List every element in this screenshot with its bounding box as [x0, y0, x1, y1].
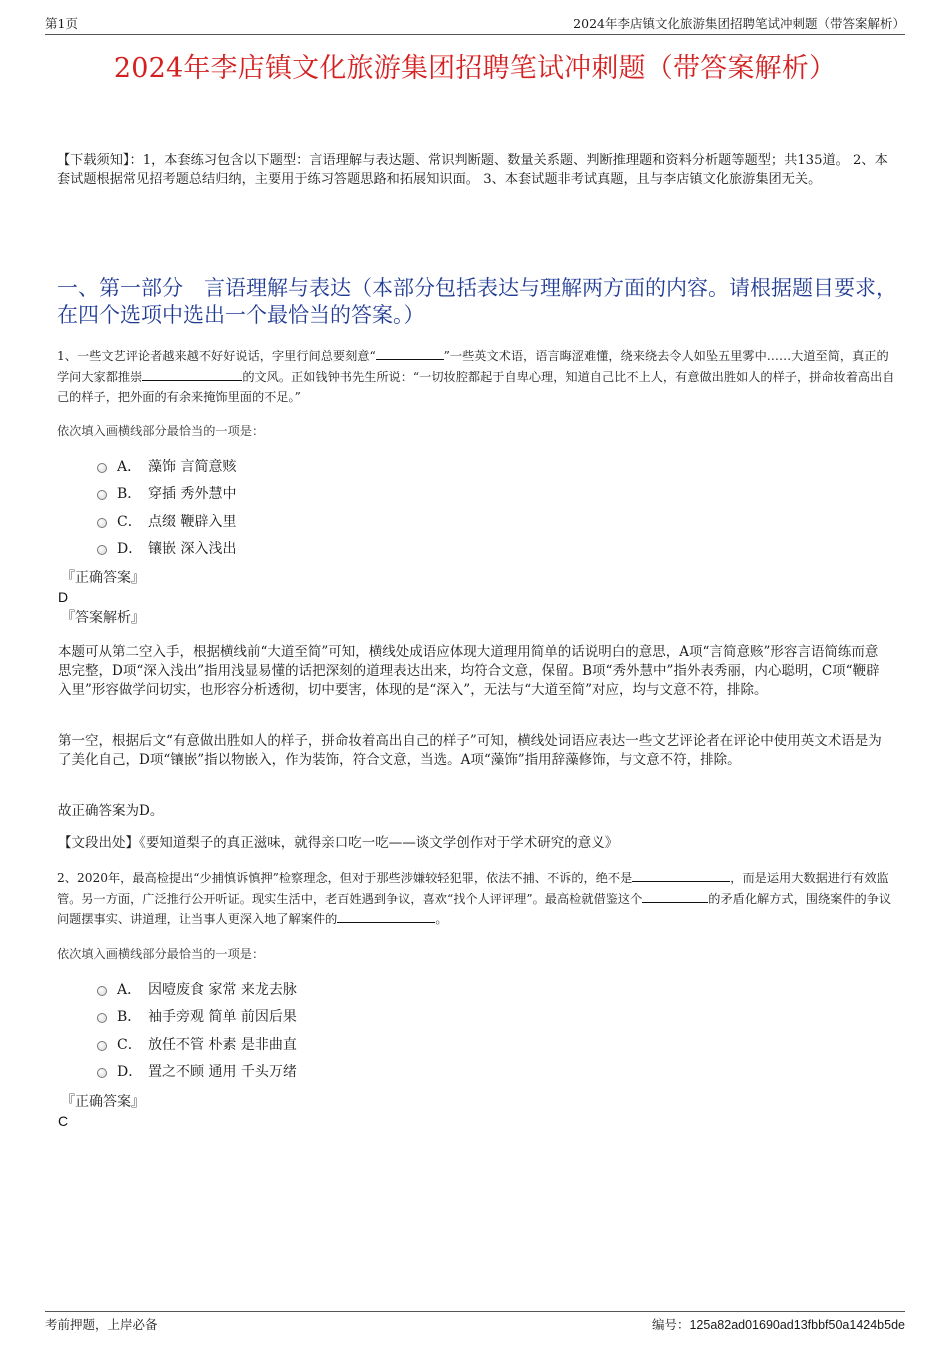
answer-blank	[632, 869, 730, 882]
analysis-paragraph: 第一空，根据后文“有意做出胜如人的样子，拼命妆着高出自己的样子”可知，横线处词语应表达一些文艺评论者在评论中使用英文术语是为了美化自己，D项“镶嵌”指以物嵌入，作为装饰，符合文意，当选。A项“藻饰”指用辞藻修饰，与文意不符，排除。	[58, 733, 882, 768]
section-title: 一、第一部分 言语理解与表达（本部分包括表达与理解两方面的内容。请根据题目要求，在四个选项中选出一个最恰当的答案。）	[57, 276, 897, 327]
document-title: 2024年李店镇文化旅游集团招聘笔试冲刺题（带答案解析）	[113, 53, 837, 84]
correct-answer: C	[58, 1113, 69, 1129]
analysis-conclusion: 故正确答案为D。	[58, 803, 164, 819]
answer-blank	[142, 368, 242, 381]
question-1-options	[97, 452, 697, 562]
analysis-label: 『答案解析』	[61, 610, 145, 626]
download-notice: 【下载须知】：1，本套练习包含以下题型：言语理解与表达题、常识判断题、数量关系题、判断推理题和资料分析题等题型；共135道。 2、本套试题根据常见招考题总结归纳，主要用于练习答题思路和拓展知识面。 3、本套试题非考试真题，且与李店镇文化旅游集团无关。	[57, 153, 888, 187]
option-c[interactable]: C． 放任不管 朴素 是非曲直	[97, 1030, 697, 1058]
radio-button-icon[interactable]	[97, 1041, 107, 1051]
option-d[interactable]: D． 镶嵌 深入浅出	[97, 535, 697, 563]
passage-source: 【文段出处】《要知道梨子的真正滋味，就得亲口吃一吃——谈文学创作对于学术研究的意义》	[58, 835, 619, 851]
question-1-text: 1、一些文艺评论者越来越不好好说话，字里行间总要刻意“ ”一些英文术语，语言晦涩难懂，绕来绕去令人如坠五里雾中……大道至简，真正的学问大家都推崇 的文风。正如钱钟书先生所说：“一切妆腔都起于自卑心理，知道自己比不上人，有意做出胜如人的样子，拼命妆着高出自己的样子，把外面的有余来掩饰里面的不足。”	[57, 349, 895, 404]
option-b[interactable]: B． 袖手旁观 简单 前因后果	[97, 1003, 697, 1031]
option-b[interactable]: B． 穿插 秀外慧中	[97, 480, 697, 508]
page-number: 第1页	[45, 16, 78, 31]
answer-blank	[642, 890, 708, 903]
footer-slogan: 考前押题，上岸必备	[45, 1317, 158, 1332]
answer-blank	[337, 910, 435, 923]
correct-answer-label: 『正确答案』	[61, 1094, 145, 1110]
radio-button-icon[interactable]	[97, 986, 107, 996]
analysis-paragraph: 本题可从第二空入手，根据横线前“大道至简”可知，横线处成语应体现大道理用简单的话说明白的意思，A项“言简意赅”形容言语简练而意思完整，D项“深入浅出”指用浅显易懂的话把深刻的道理表达出来，均符合文意，保留。B项“秀外慧中”指外表秀丽，内心聪明，C项“鞭辟入里”形容做学问切实，也形容分析透彻，切中要害，体现的是“深入”，无法与“大道至简”对应，均与文意不符，排除。	[58, 644, 880, 698]
radio-button-icon[interactable]	[97, 518, 107, 528]
question-2-prompt: 依次填入画横线部分最恰当的一项是：	[57, 947, 265, 961]
radio-button-icon[interactable]	[97, 490, 107, 500]
option-d[interactable]: D． 置之不顾 通用 千头万绪	[97, 1058, 697, 1086]
option-a[interactable]: A． 因噎废食 家常 来龙去脉	[97, 975, 697, 1003]
radio-button-icon[interactable]	[97, 463, 107, 473]
question-1-prompt: 依次填入画横线部分最恰当的一项是：	[57, 424, 265, 438]
correct-answer: D	[58, 589, 69, 605]
correct-answer-label: 『正确答案』	[61, 570, 145, 586]
question-2-options	[97, 975, 697, 1085]
radio-button-icon[interactable]	[97, 1013, 107, 1023]
radio-button-icon[interactable]	[97, 1068, 107, 1078]
answer-blank	[376, 347, 444, 360]
question-2-text: 2、2020年，最高检提出“少捕慎诉慎押”检察理念，但对于那些涉嫌较轻犯罪，依法不捕、不诉的，绝不是 ，而是运用大数据进行有效监管。另一方面，广泛推行公开听证。现实生活中，老百姓遇到争议，喜欢“找个人评评理”。最高检就借鉴这个 的矛盾化解方式，围绕案件的争议问题摆事实、讲道理，让当事人更深入地了解案件的 。	[57, 871, 892, 926]
header-doc-title: 2024年李店镇文化旅游集团招聘笔试冲刺题（带答案解析）	[573, 16, 905, 31]
radio-button-icon[interactable]	[97, 545, 107, 555]
document-code: 编号：125a82ad01690ad13fbbf50a1424b5de	[651, 1317, 905, 1332]
page-footer	[45, 1311, 905, 1333]
option-c[interactable]: C． 点缀 鞭辟入里	[97, 507, 697, 535]
page-header	[45, 14, 905, 35]
option-a[interactable]: A． 藻饰 言简意赅	[97, 452, 697, 480]
